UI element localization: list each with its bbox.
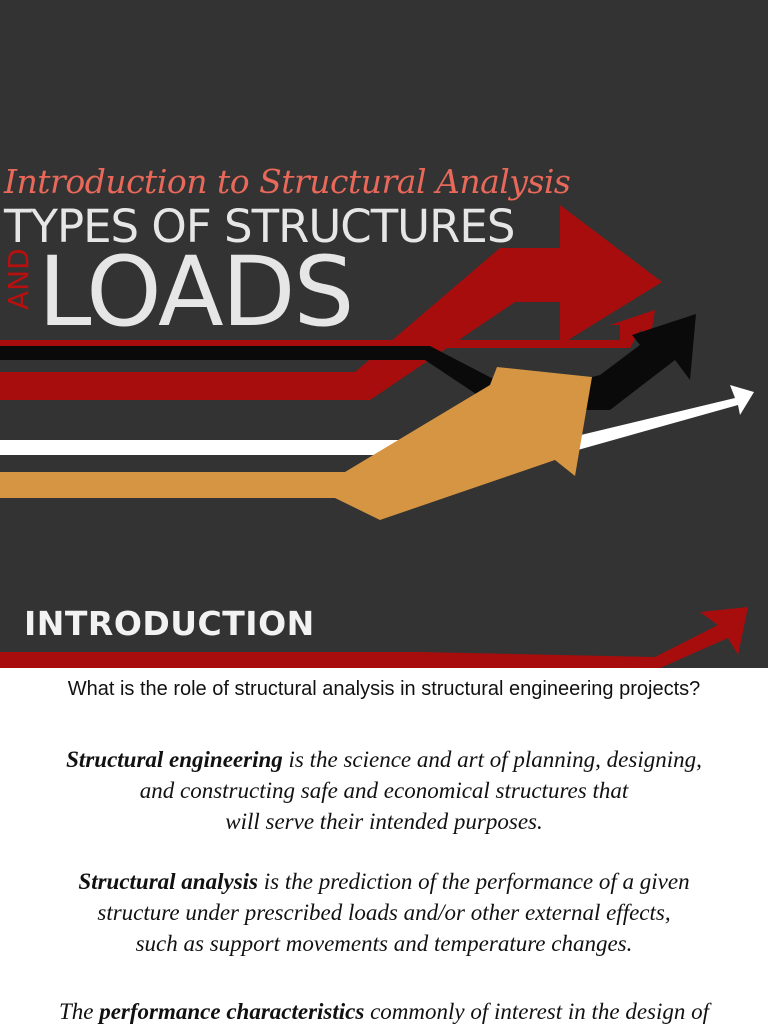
p2-line2: structure under prescribed loads and/or other external effects, [97, 900, 671, 925]
paragraph-structural-engineering [0, 744, 768, 837]
paragraph-structural-analysis [0, 866, 768, 959]
p3-lead: The [58, 999, 100, 1024]
paragraph-performance [0, 996, 768, 1027]
term-structural-analysis: Structural analysis [78, 869, 258, 894]
p2-line3: such as support movements and temperature changes. [135, 931, 633, 956]
cover-title-line1: TYPES OF STRUCTURES [4, 200, 515, 253]
cover-title-and: AND [2, 248, 35, 310]
p1-line2: and constructing safe and economical structures that [139, 778, 629, 803]
intro-question: What is the role of structural analysis in structural engineering projects? [67, 678, 701, 700]
cover-subtitle: Introduction to Structural Analysis [4, 162, 571, 201]
section-heading: INTRODUCTION [24, 604, 315, 643]
cover-title-line2: LOADS [38, 236, 353, 348]
term-performance-characteristics: performance characteristics [99, 999, 365, 1024]
p1-line3: will serve their intended purposes. [225, 809, 543, 834]
term-structural-engineering: Structural engineering [66, 747, 283, 772]
p1-line1: is the science and art of planning, designing, [282, 747, 702, 772]
p3-line1: commonly of interest in the design of [364, 999, 710, 1024]
p2-line1: is the prediction of the performance of a given [258, 869, 690, 894]
